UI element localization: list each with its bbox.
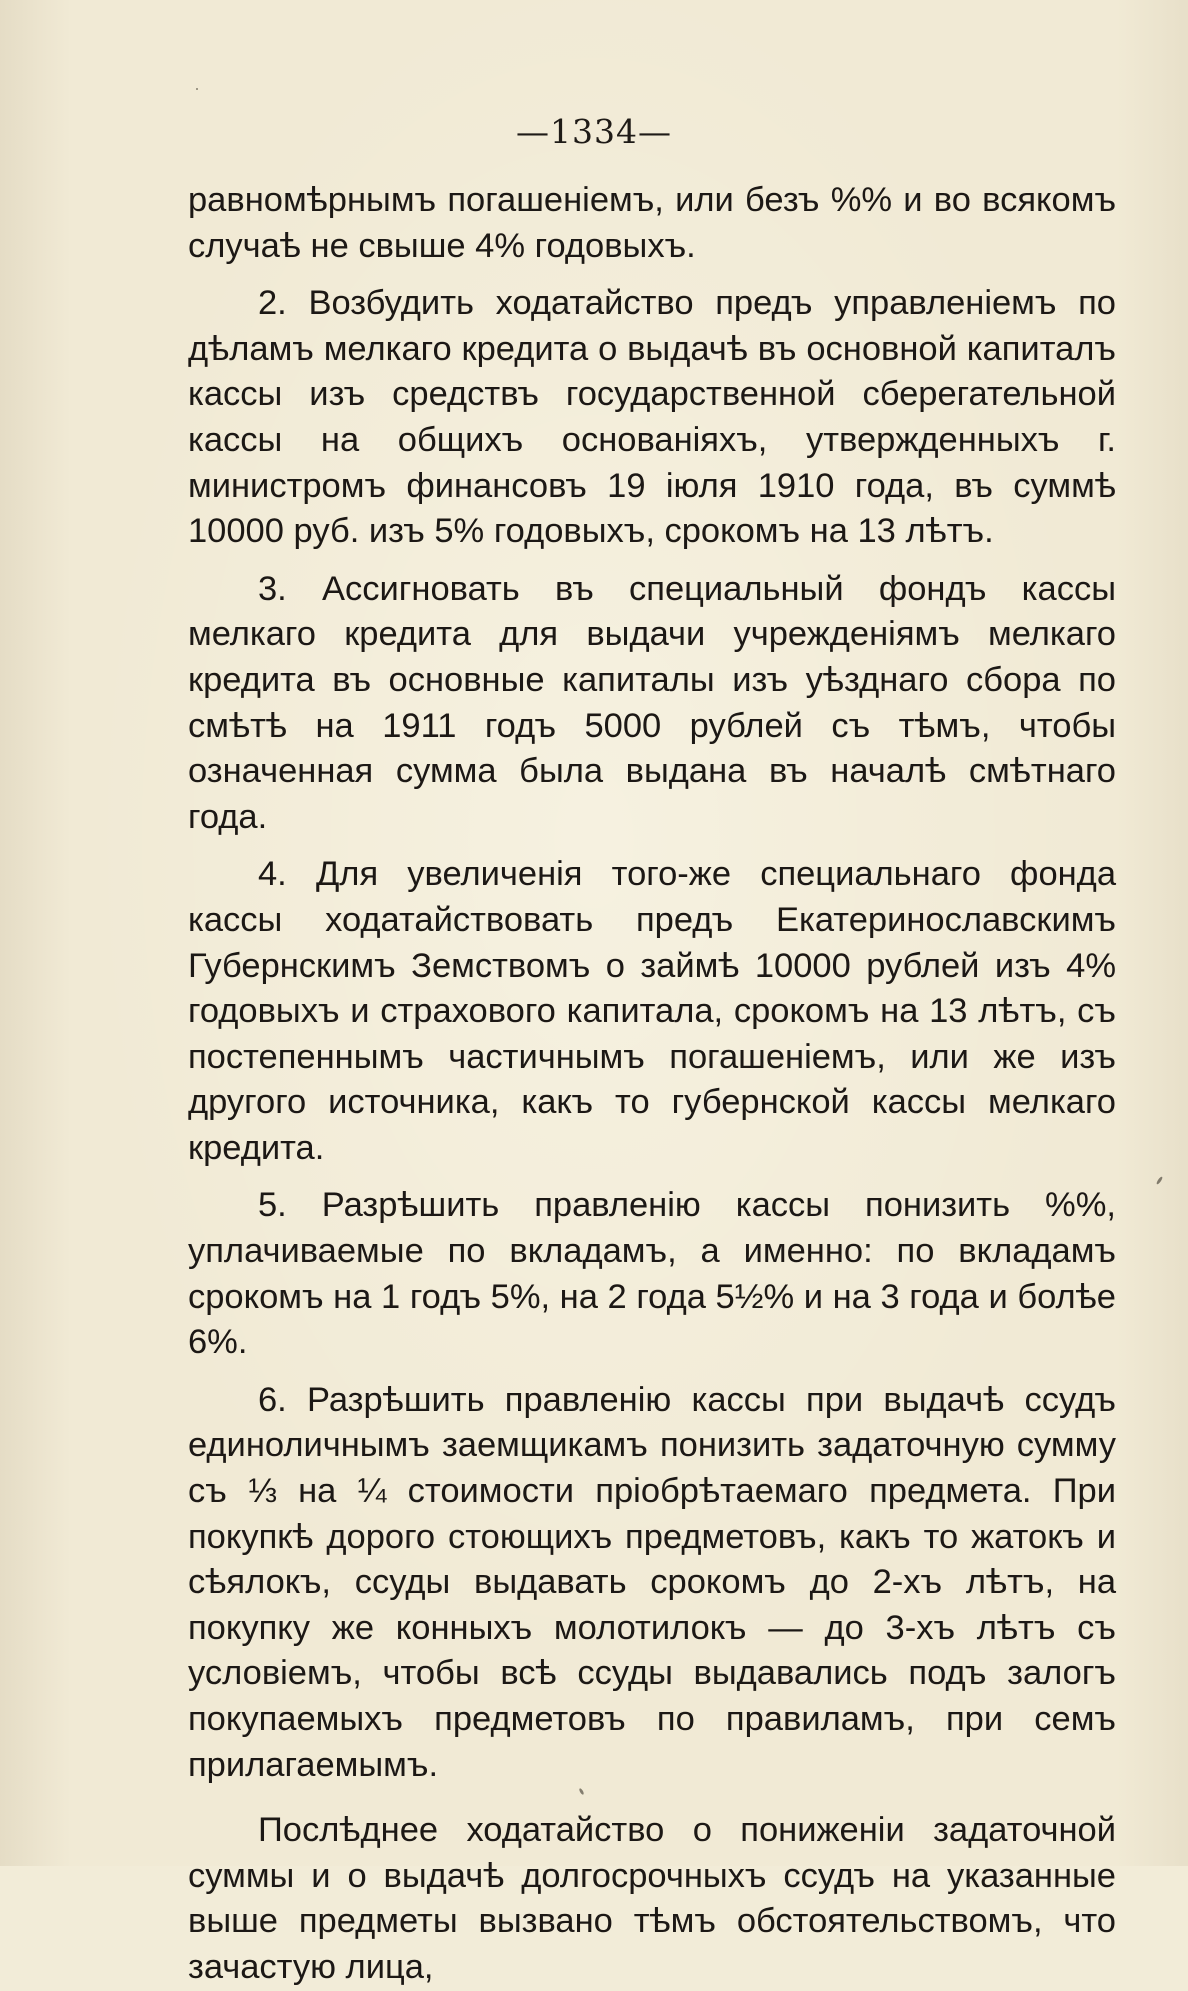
paragraph-closing: Послѣднее ходатайство о пониженіи задаточной суммы и о выдачѣ долгосрочныхъ ссудъ на указанные выше предметы вызвано тѣмъ обстоятельствомъ, что зачастую лица, xyxy=(188,1811,1116,1986)
paragraph-item-2: 2. Возбудить ходатайство предъ управленіемъ по дѣламъ мелкаго кредита о выдачѣ въ основной капиталъ кассы изъ средствъ государственной сберегательной кассы на общихъ основаніяхъ, утвержденныхъ г. министромъ финансовъ 19 іюля 1910 года, въ суммѣ 10000 руб. изъ 5% годовыхъ, срокомъ на 13 лѣтъ. xyxy=(188,284,1116,551)
paragraph-continuation: равномѣрнымъ погашеніемъ, или безъ %% и во всякомъ случаѣ не свыше 4% годовыхъ. xyxy=(188,181,1116,265)
paragraph-item-3: 3. Ассигновать въ специальный фондъ кассы мелкаго кредита для выдачи учрежденіямъ мелкаго кредита въ основные капиталы изъ уѣзднаго сбора по смѣтѣ на 1911 годъ 5000 рублей съ тѣмъ, чтобы означенная сумма была выдана въ началѣ смѣтнаго года. xyxy=(188,569,1116,836)
paper-speck xyxy=(1156,1176,1164,1185)
paragraph-item-6: 6. Разрѣшить правленію кассы при выдачѣ ссудъ единоличнымъ заемщикамъ понизить задаточную сумму съ ⅓ на ¼ стоимости пріобрѣтаемаго предмета. При покупкѣ дорого стоющихъ предметовъ, какъ то жатокъ и сѣялокъ, ссуды выдавать срокомъ до 2-хъ лѣтъ, на покупку же конныхъ молотилокъ — до 3-хъ лѣтъ съ условіемъ, чтобы всѣ ссуды выдавались подъ залогъ покупаемыхъ предметовъ по правиламъ, при семъ прилагаемымъ. xyxy=(188,1380,1116,1784)
paragraph-item-4: 4. Для увеличенія того-же специальнаго фонда кассы ходатайствовать предъ Екатеринославскимъ Губернскимъ Земствомъ о займѣ 10000 рублей изъ 4% годовыхъ и страхового капитала, срокомъ на 13 лѣтъ, съ постепеннымъ частичнымъ погашеніемъ, или же изъ другого источника, какъ то губернской кассы мелкаго кредита. xyxy=(188,855,1116,1167)
body-text xyxy=(188,178,1116,1991)
paper-speck xyxy=(196,88,198,90)
paragraph-item-5: 5. Разрѣшить правленію кассы понизить %%, уплачиваемые по вкладамъ, а именно: по вкладамъ срокомъ на 1 годъ 5%, на 2 года 5½% и на 3 года и болѣе 6%. xyxy=(188,1186,1116,1362)
page-number: —1334— xyxy=(516,112,672,151)
